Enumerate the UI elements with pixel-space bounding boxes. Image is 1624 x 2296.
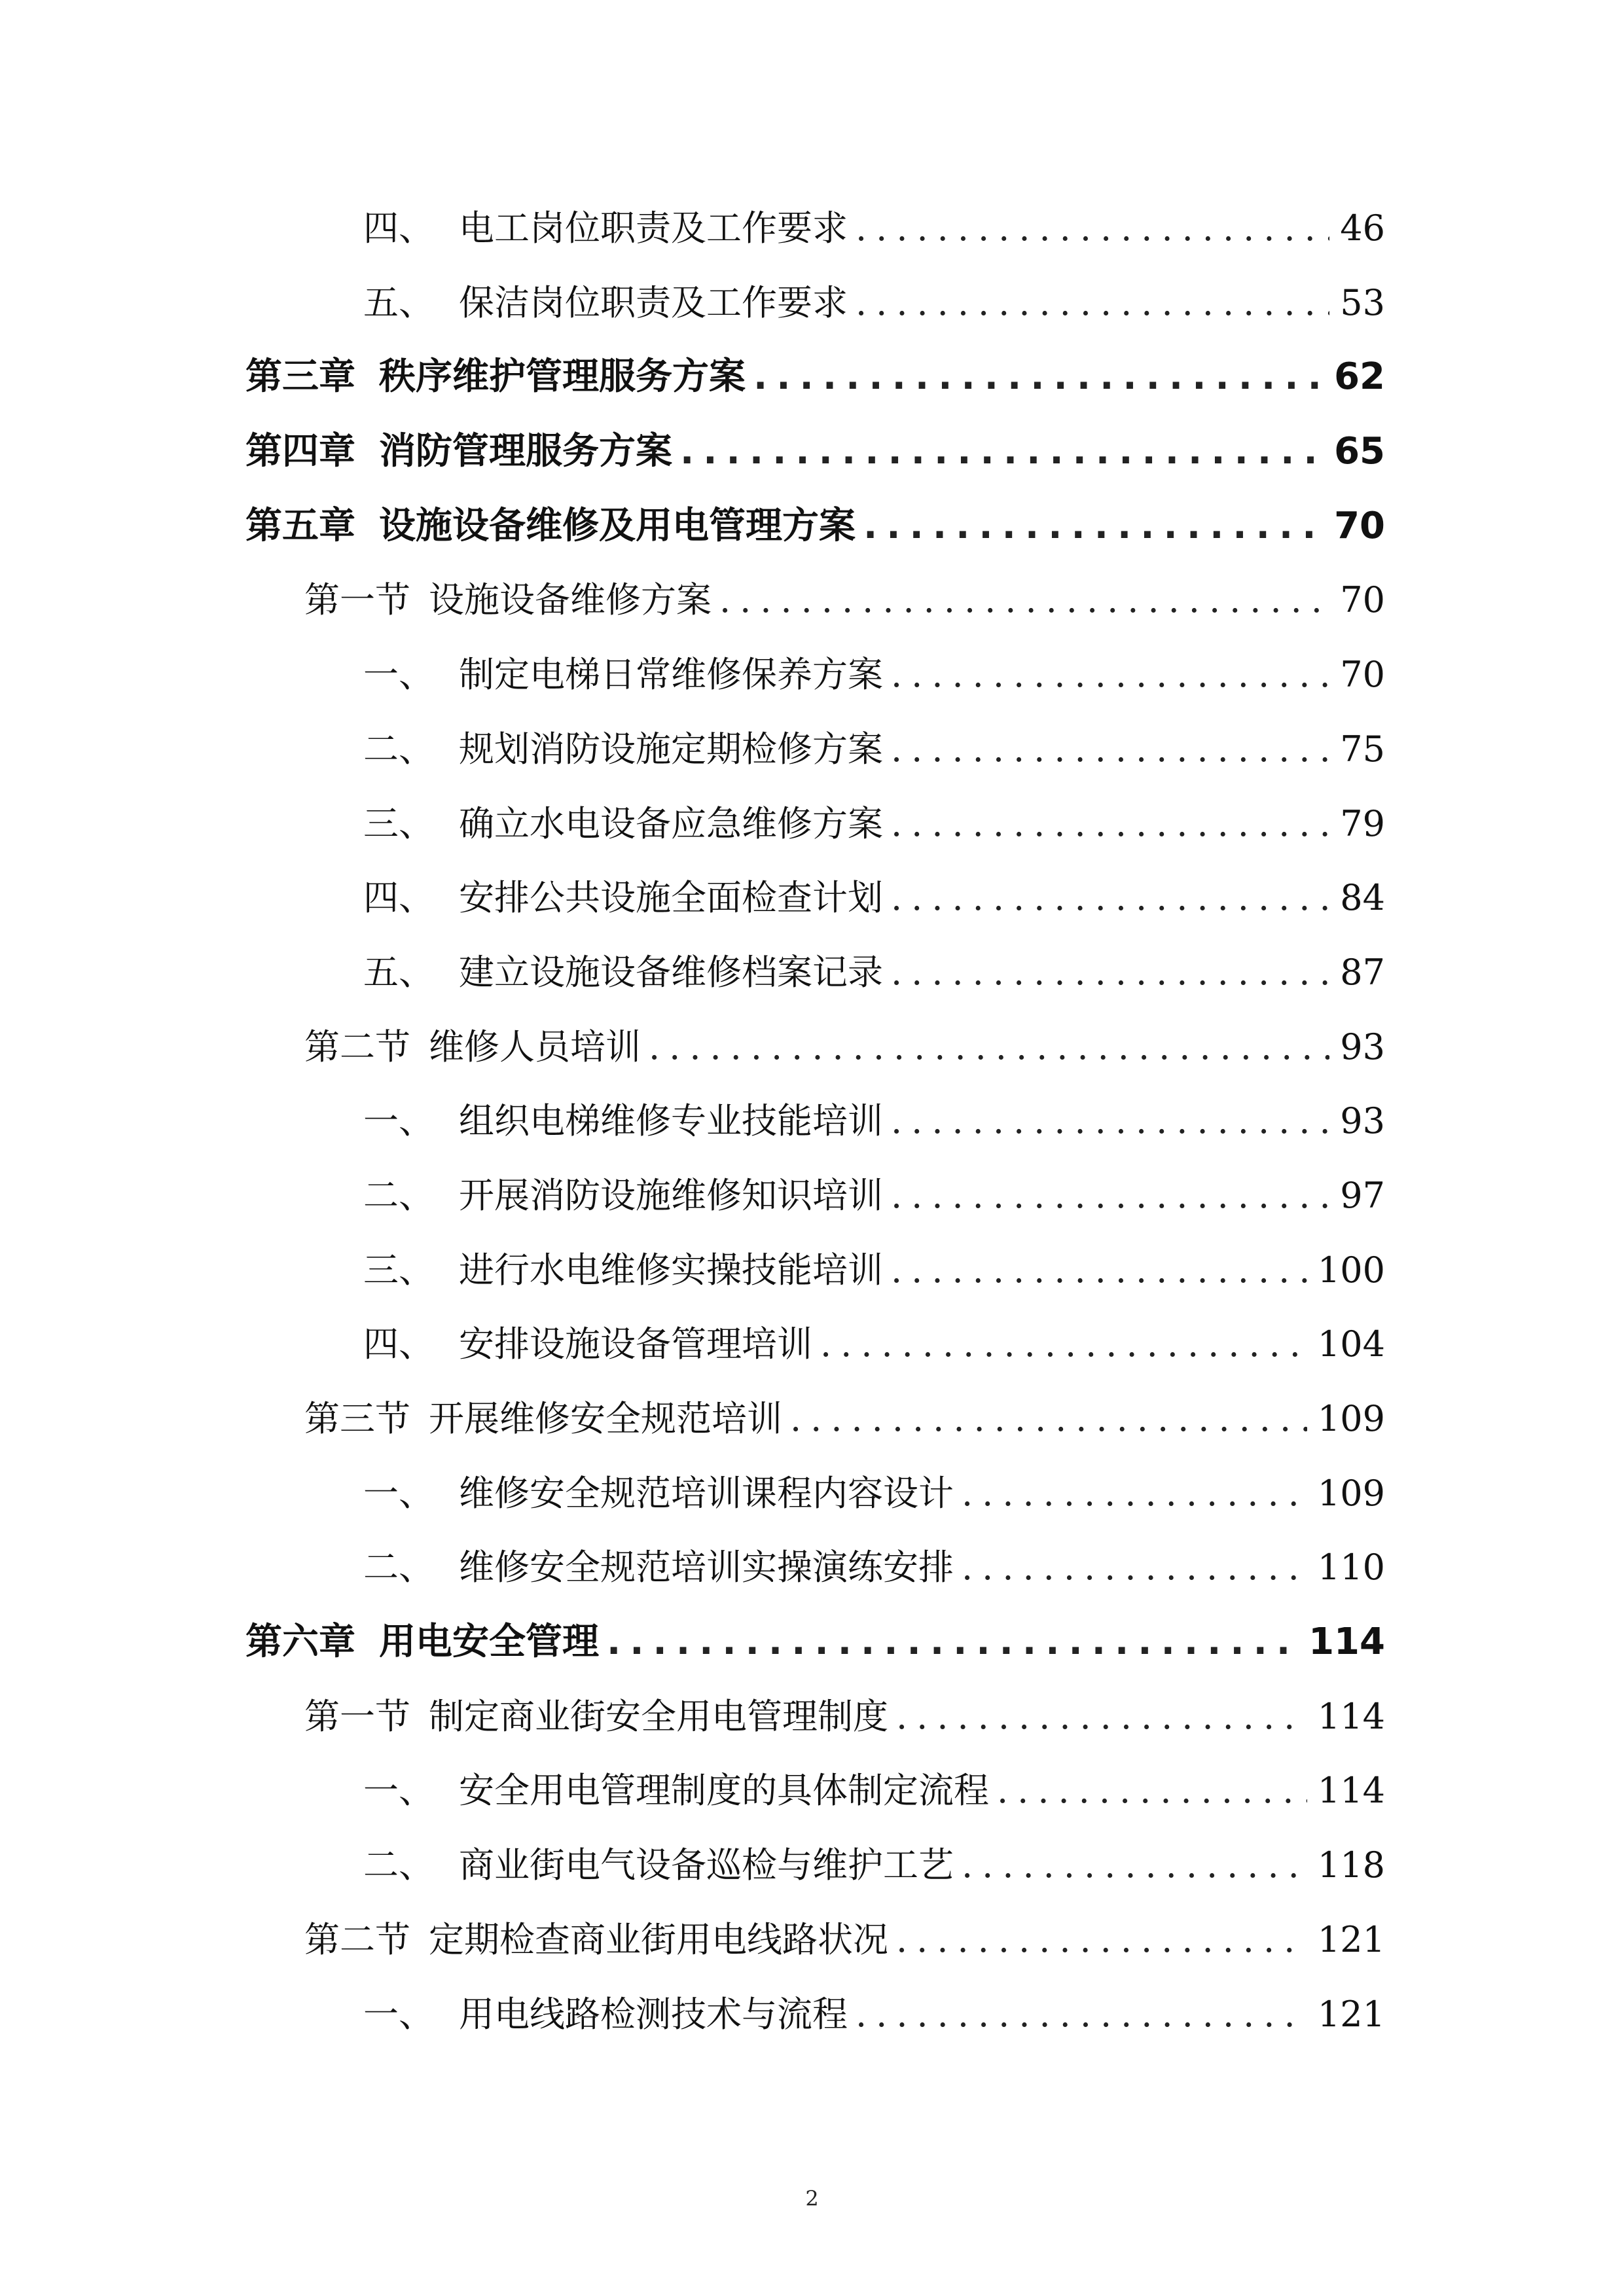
toc-entry-page: 109: [1317, 1472, 1385, 1514]
toc-entry-number: 五、: [363, 951, 434, 993]
toc-entry-title: 开展维修安全规范培训: [429, 1398, 782, 1439]
toc-leader-dots: [856, 191, 1329, 266]
toc-entry-title: 进行水电维修实操技能培训: [459, 1249, 883, 1291]
toc-leader-dots: [680, 414, 1324, 489]
toc-entry[interactable]: [245, 1307, 1385, 1382]
toc-entry-page: 93: [1340, 1100, 1385, 1142]
toc-entry-page: 62: [1334, 355, 1385, 399]
toc-entry-page: 70: [1334, 504, 1385, 547]
toc-entry[interactable]: [245, 1977, 1385, 2052]
toc-leader-dots: [891, 1233, 1307, 1308]
toc-entry-number: 第四章: [245, 430, 355, 473]
toc-entry-title: 设施设备维修方案: [429, 579, 712, 621]
toc-entry-title: 用电线路检测技术与流程: [459, 1993, 848, 2035]
toc-entry-number: 三、: [363, 1249, 434, 1291]
toc-entry-title: 制定电梯日常维修保养方案: [459, 654, 883, 696]
toc-entry-title: 组织电梯维修专业技能培训: [459, 1100, 883, 1142]
toc-entry-title: 消防管理服务方案: [379, 430, 672, 473]
toc-leader-dots: [962, 1530, 1307, 1605]
toc-entry-page: 53: [1340, 281, 1385, 323]
toc-leader-dots: [753, 340, 1324, 414]
toc-leader-dots: [891, 712, 1329, 787]
toc-entry-title: 用电安全管理: [379, 1621, 599, 1664]
toc-entry-page: 46: [1340, 207, 1385, 249]
toc-entry-chapter[interactable]: [245, 414, 1385, 489]
toc-leader-dots: [863, 489, 1324, 564]
toc-leader-dots: [896, 1679, 1307, 1754]
toc-leader-dots: [891, 935, 1329, 1010]
page-number: 2: [805, 2186, 819, 2211]
toc-leader-dots: [607, 1605, 1298, 1679]
toc-entry-title: 设施设备维修及用电管理方案: [379, 504, 856, 547]
toc-entry-title: 电工岗位职责及工作要求: [459, 207, 848, 249]
toc-entry[interactable]: [245, 861, 1385, 935]
toc-entry-number: 二、: [363, 728, 434, 770]
toc-entry-number: 第二节: [304, 1918, 410, 1960]
toc-entry-page: 75: [1340, 728, 1385, 770]
toc-entry-chapter[interactable]: [245, 489, 1385, 564]
toc-entry-section[interactable]: [245, 1679, 1385, 1754]
toc-entry-page: 93: [1340, 1026, 1385, 1067]
toc-entry-number: 四、: [363, 207, 434, 249]
toc-entry-page: 70: [1340, 579, 1385, 621]
toc-entry-section[interactable]: [245, 563, 1385, 637]
toc-entry-title: 定期检查商业街用电线路状况: [429, 1918, 888, 1960]
toc-entry-number: 三、: [363, 802, 434, 844]
toc-leader-dots: [891, 787, 1329, 861]
toc-entry-page: 100: [1317, 1249, 1385, 1291]
toc-entry[interactable]: [245, 191, 1385, 266]
toc-leader-dots: [896, 1903, 1307, 1977]
toc-entry[interactable]: [245, 1753, 1385, 1828]
toc-entry-number: 五、: [363, 281, 434, 323]
toc-entry-page: 114: [1317, 1695, 1385, 1737]
toc-entry-title: 开展消防设施维修知识培训: [459, 1174, 883, 1216]
toc-entry-number: 二、: [363, 1547, 434, 1588]
toc-entry-number: 一、: [363, 1770, 434, 1812]
toc-leader-dots: [856, 1977, 1307, 2052]
toc-entry-section[interactable]: [245, 1382, 1385, 1456]
toc-entry[interactable]: [245, 1158, 1385, 1233]
toc-leader-dots: [962, 1456, 1307, 1531]
toc-entry-number: 二、: [363, 1844, 434, 1886]
toc-entry-number: 四、: [363, 1323, 434, 1365]
toc-leader-dots: [790, 1382, 1307, 1456]
toc-leader-dots: [891, 1084, 1329, 1158]
toc-entry-page: 84: [1340, 877, 1385, 919]
toc-entry[interactable]: [245, 787, 1385, 861]
toc-leader-dots: [719, 563, 1329, 637]
toc-entry[interactable]: [245, 1530, 1385, 1605]
toc-entry-page: 87: [1340, 951, 1385, 993]
toc-entry[interactable]: [245, 266, 1385, 340]
toc-entry-page: 114: [1308, 1621, 1385, 1664]
toc-entry[interactable]: [245, 637, 1385, 712]
toc-entry-section[interactable]: [245, 1903, 1385, 1977]
toc-entry-page: 70: [1340, 654, 1385, 696]
toc-entry-number: 第六章: [245, 1621, 355, 1664]
toc-entry-number: 第二节: [304, 1026, 410, 1067]
toc-leader-dots: [962, 1828, 1307, 1903]
toc-entry-number: 第一节: [304, 579, 410, 621]
toc-entry[interactable]: [245, 1084, 1385, 1158]
toc-entry-number: 第三节: [304, 1398, 410, 1439]
toc-entry-page: 65: [1334, 430, 1385, 473]
toc-entry-page: 121: [1317, 1993, 1385, 2035]
toc-entry-section[interactable]: [245, 1010, 1385, 1085]
toc-entry-title: 维修安全规范培训课程内容设计: [459, 1472, 954, 1514]
toc-entry-title: 制定商业街安全用电管理制度: [429, 1695, 888, 1737]
toc-entry-title: 确立水电设备应急维修方案: [459, 802, 883, 844]
toc-entry[interactable]: [245, 1828, 1385, 1903]
toc-entry-number: 一、: [363, 1100, 434, 1142]
toc-leader-dots: [891, 637, 1329, 712]
toc-entry-title: 商业街电气设备巡检与维护工艺: [459, 1844, 954, 1886]
table-of-contents: [245, 191, 1385, 2051]
toc-entry-title: 安排设施设备管理培训: [459, 1323, 812, 1365]
toc-leader-dots: [820, 1307, 1307, 1382]
toc-entry-title: 秩序维护管理服务方案: [379, 355, 746, 399]
toc-entry-chapter[interactable]: [245, 340, 1385, 414]
toc-entry-page: 121: [1317, 1918, 1385, 1960]
toc-entry-page: 118: [1317, 1844, 1385, 1886]
toc-entry-number: 第一节: [304, 1695, 410, 1737]
toc-leader-dots: [891, 1158, 1329, 1233]
toc-entry-number: 第三章: [245, 355, 355, 399]
toc-entry-number: 一、: [363, 654, 434, 696]
toc-entry-title: 安排公共设施全面检查计划: [459, 877, 883, 919]
toc-entry[interactable]: [245, 712, 1385, 787]
toc-entry-title: 维修人员培训: [429, 1026, 641, 1067]
toc-entry-number: 二、: [363, 1174, 434, 1216]
toc-entry-title: 规划消防设施定期检修方案: [459, 728, 883, 770]
toc-entry-number: 一、: [363, 1993, 434, 2035]
toc-entry[interactable]: [245, 1233, 1385, 1308]
toc-leader-dots: [856, 266, 1329, 340]
toc-leader-dots: [997, 1753, 1307, 1828]
toc-entry-title: 保洁岗位职责及工作要求: [459, 281, 848, 323]
toc-entry-page: 114: [1317, 1770, 1385, 1812]
toc-entry[interactable]: [245, 1456, 1385, 1531]
toc-entry-page: 109: [1317, 1398, 1385, 1439]
toc-entry-page: 97: [1340, 1174, 1385, 1216]
toc-entry-title: 建立设施设备维修档案记录: [459, 951, 883, 993]
toc-leader-dots: [891, 861, 1329, 935]
toc-entry-number: 第五章: [245, 504, 355, 547]
toc-entry-title: 维修安全规范培训实操演练安排: [459, 1547, 954, 1588]
toc-entry-page: 79: [1340, 802, 1385, 844]
toc-entry-number: 四、: [363, 877, 434, 919]
toc-entry-page: 110: [1317, 1547, 1385, 1588]
toc-entry[interactable]: [245, 935, 1385, 1010]
toc-entry-page: 104: [1317, 1323, 1385, 1365]
toc-entry-title: 安全用电管理制度的具体制定流程: [459, 1770, 989, 1812]
toc-leader-dots: [649, 1010, 1329, 1085]
toc-entry-chapter[interactable]: [245, 1605, 1385, 1679]
toc-entry-number: 一、: [363, 1472, 434, 1514]
